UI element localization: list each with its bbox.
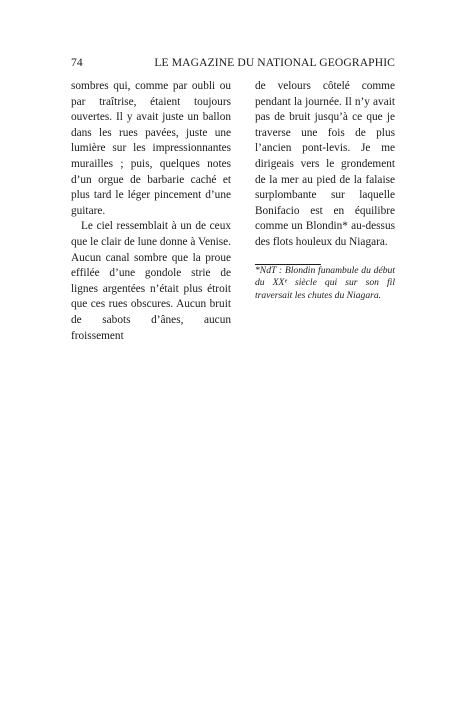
body-paragraph: sombres qui, comme par oubli ou par traîtrise, étaient toujours ouvertes. Il y avait juste un ballon dans les rues pavées, juste une lumière sur les impressionnantes murailles ; puis, quelques notes d’un orgue de barbarie caché et plus tard le léger pincement d’une guitare. xyxy=(71,80,231,217)
body-paragraph: de velours côtelé comme pendant la journée. Il n’y avait pas de bruit jusqu’à ce que je traverse une fois de plus l’ancien pont-levis. Je me dirigeais vers le grondement de la mer au pied de la falaise surplombante sur laquelle Bonifacio est en équilibre comme un Blondin* au-dessus des flots houleux du Niagara. xyxy=(255,80,395,248)
running-head: LE MAGAZINE DU NATIONAL GEOGRAPHIC xyxy=(154,56,395,69)
page-number: 74 xyxy=(71,56,83,69)
body-paragraph: Le ciel ressemblait à un de ceux que le clair de lune donne à Venise. Aucun canal sombre que la proue effilée d’une gondole strie de lignes argentées n’était plus étroit que ces rues obscures. Aucun bruit de sabots d’ânes, aucun froissement xyxy=(71,220,231,342)
right-column xyxy=(255,79,395,302)
footnote: *NdT : Blondin funambule du début du XXᵉ siècle qui sur son fil traversait les chutes du Niagara. xyxy=(255,264,395,301)
left-column xyxy=(71,79,231,344)
